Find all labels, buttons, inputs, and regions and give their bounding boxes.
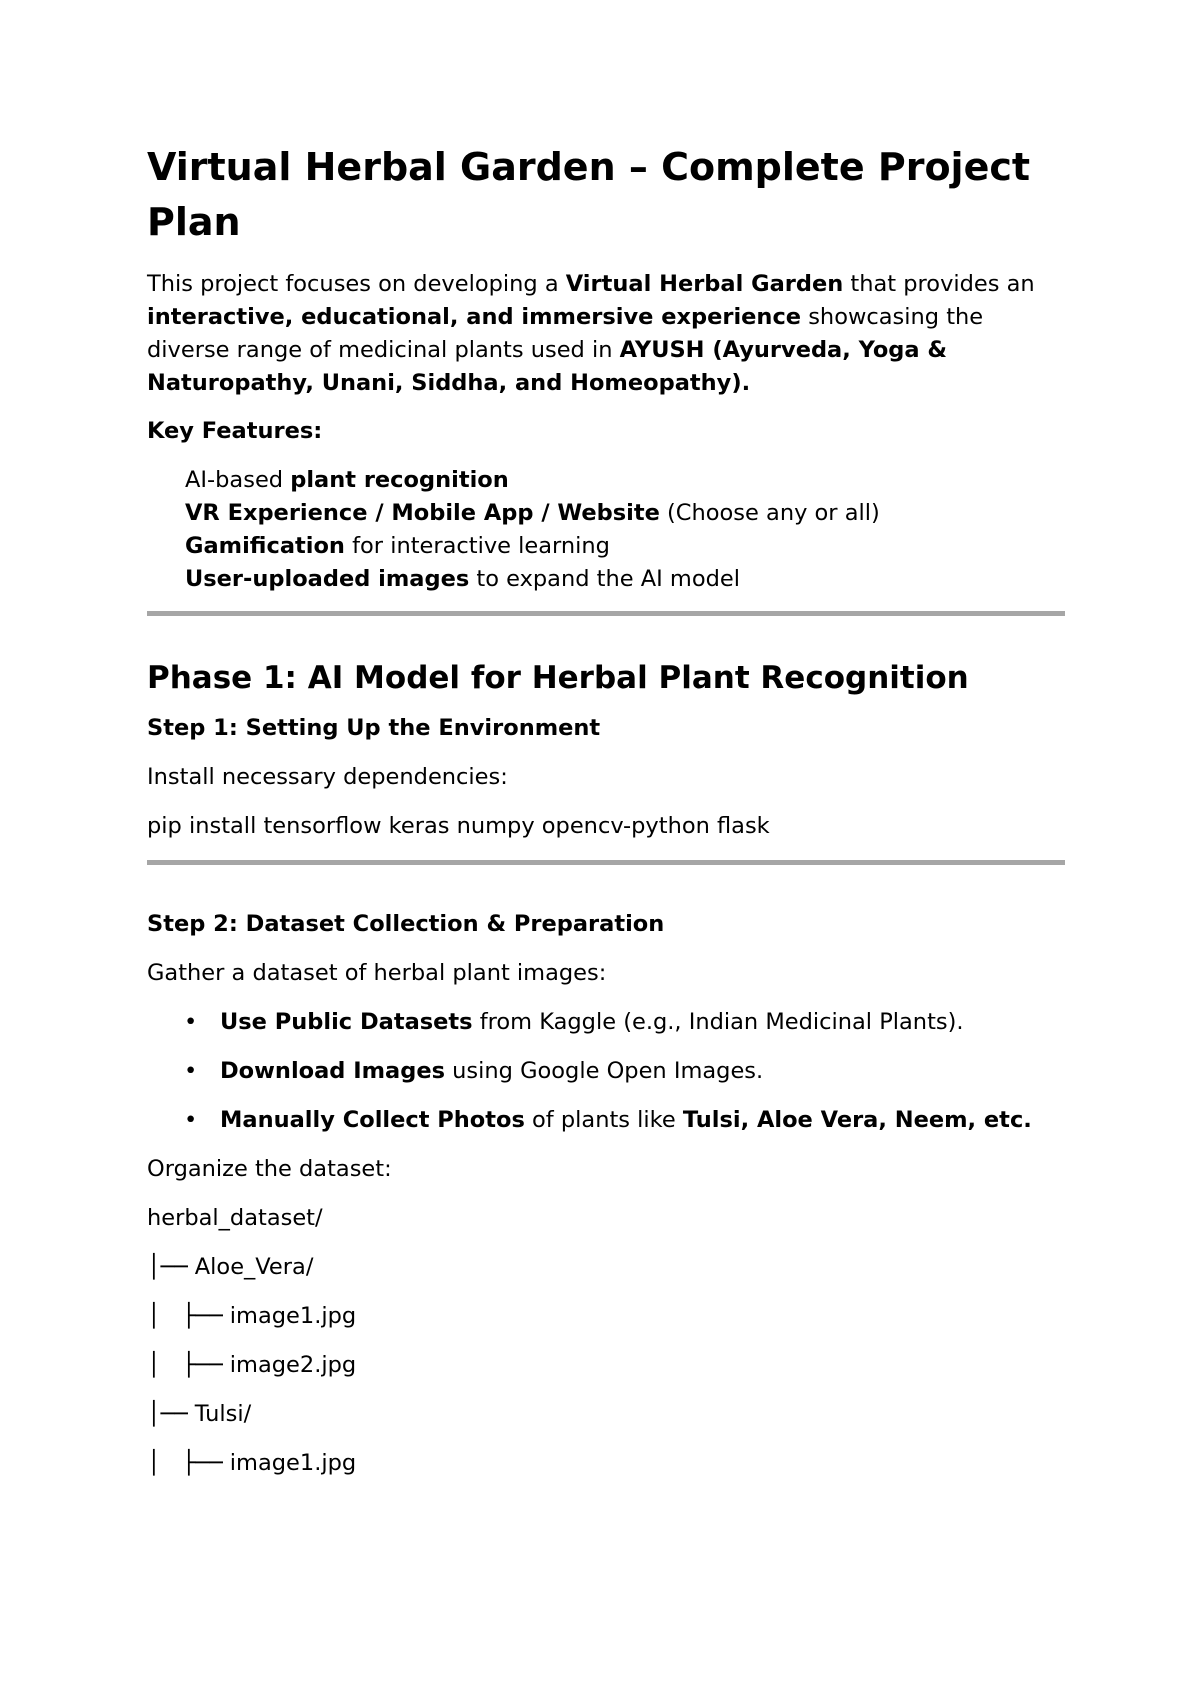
intro-bold-1: Virtual Herbal Garden (565, 271, 844, 297)
feature-text: AI-based (185, 467, 291, 493)
phase1-title: Phase 1: AI Model for Herbal Plant Recognition (147, 660, 969, 696)
tree-line: │ ├── image2.jpg (147, 1352, 357, 1378)
feature-bold: User-uploaded images (185, 566, 470, 592)
feature-bold: VR Experience / Mobile App / Website (185, 500, 660, 526)
horizontal-divider (147, 611, 1065, 616)
feature-item (185, 563, 1065, 596)
bullet-icon: • (184, 1009, 198, 1035)
step2-title: Step 2: Dataset Collection & Preparation (147, 911, 665, 937)
bullet-bold: Use Public Datasets (220, 1009, 473, 1035)
horizontal-divider (147, 860, 1065, 865)
key-features-list (147, 464, 1065, 596)
tree-line: │── Aloe_Vera/ (147, 1254, 314, 1280)
feature-text: (Choose any or all) (659, 500, 880, 526)
document-title: Virtual Herbal Garden – Complete Project Plan (147, 145, 1031, 244)
bullet-icon: • (184, 1058, 198, 1084)
feature-text: for interactive learning (344, 533, 610, 559)
bullet-text: of plants like (524, 1107, 683, 1133)
install-command: pip install tensorflow keras numpy opencv-python flask (147, 813, 770, 839)
bullet-icon: • (184, 1107, 198, 1133)
tree-line: │── Tulsi/ (147, 1401, 252, 1427)
step2-text: Gather a dataset of herbal plant images: (147, 960, 607, 986)
feature-item (185, 464, 1065, 497)
organize-text: Organize the dataset: (147, 1156, 392, 1182)
tree-line: │ ├── image1.jpg (147, 1450, 357, 1476)
bullet-text: using Google Open Images. (445, 1058, 764, 1084)
intro-text-2: that provides an (843, 271, 1035, 297)
bullet-bold: Download Images (220, 1058, 445, 1084)
list-item (147, 1055, 1065, 1088)
bullet-bold: Manually Collect Photos (220, 1107, 525, 1133)
document-page (147, 140, 1065, 1480)
intro-bold-2: interactive, educational, and immersive experience (147, 304, 802, 330)
list-item (147, 1006, 1065, 1039)
bullet-text: from Kaggle (e.g., Indian Medicinal Plants). (472, 1009, 964, 1035)
feature-text: to expand the AI model (469, 566, 740, 592)
intro-bold-3: AYUSH (Ayurveda, Yoga & Naturopathy, Unani, Siddha, and Homeopathy). (147, 337, 948, 396)
intro-text-1: This project focuses on developing a (147, 271, 566, 297)
step1-text: Install necessary dependencies: (147, 764, 508, 790)
list-item (147, 1104, 1065, 1137)
feature-bold: Gamification (185, 533, 345, 559)
feature-item (185, 497, 1065, 530)
bullet-bold: Tulsi, Aloe Vera, Neem, etc. (682, 1107, 1032, 1133)
feature-item (185, 530, 1065, 563)
dataset-sources-list (147, 1006, 1065, 1137)
tree-line: │ ├── image1.jpg (147, 1303, 357, 1329)
tree-line: herbal_dataset/ (147, 1205, 323, 1231)
intro-paragraph (147, 268, 1065, 400)
feature-bold: plant recognition (290, 467, 509, 493)
intro-text-3: showcasing the diverse range of medicinal plants used in (147, 304, 984, 363)
key-features-heading: Key Features: (147, 418, 323, 444)
step1-title: Step 1: Setting Up the Environment (147, 715, 601, 741)
